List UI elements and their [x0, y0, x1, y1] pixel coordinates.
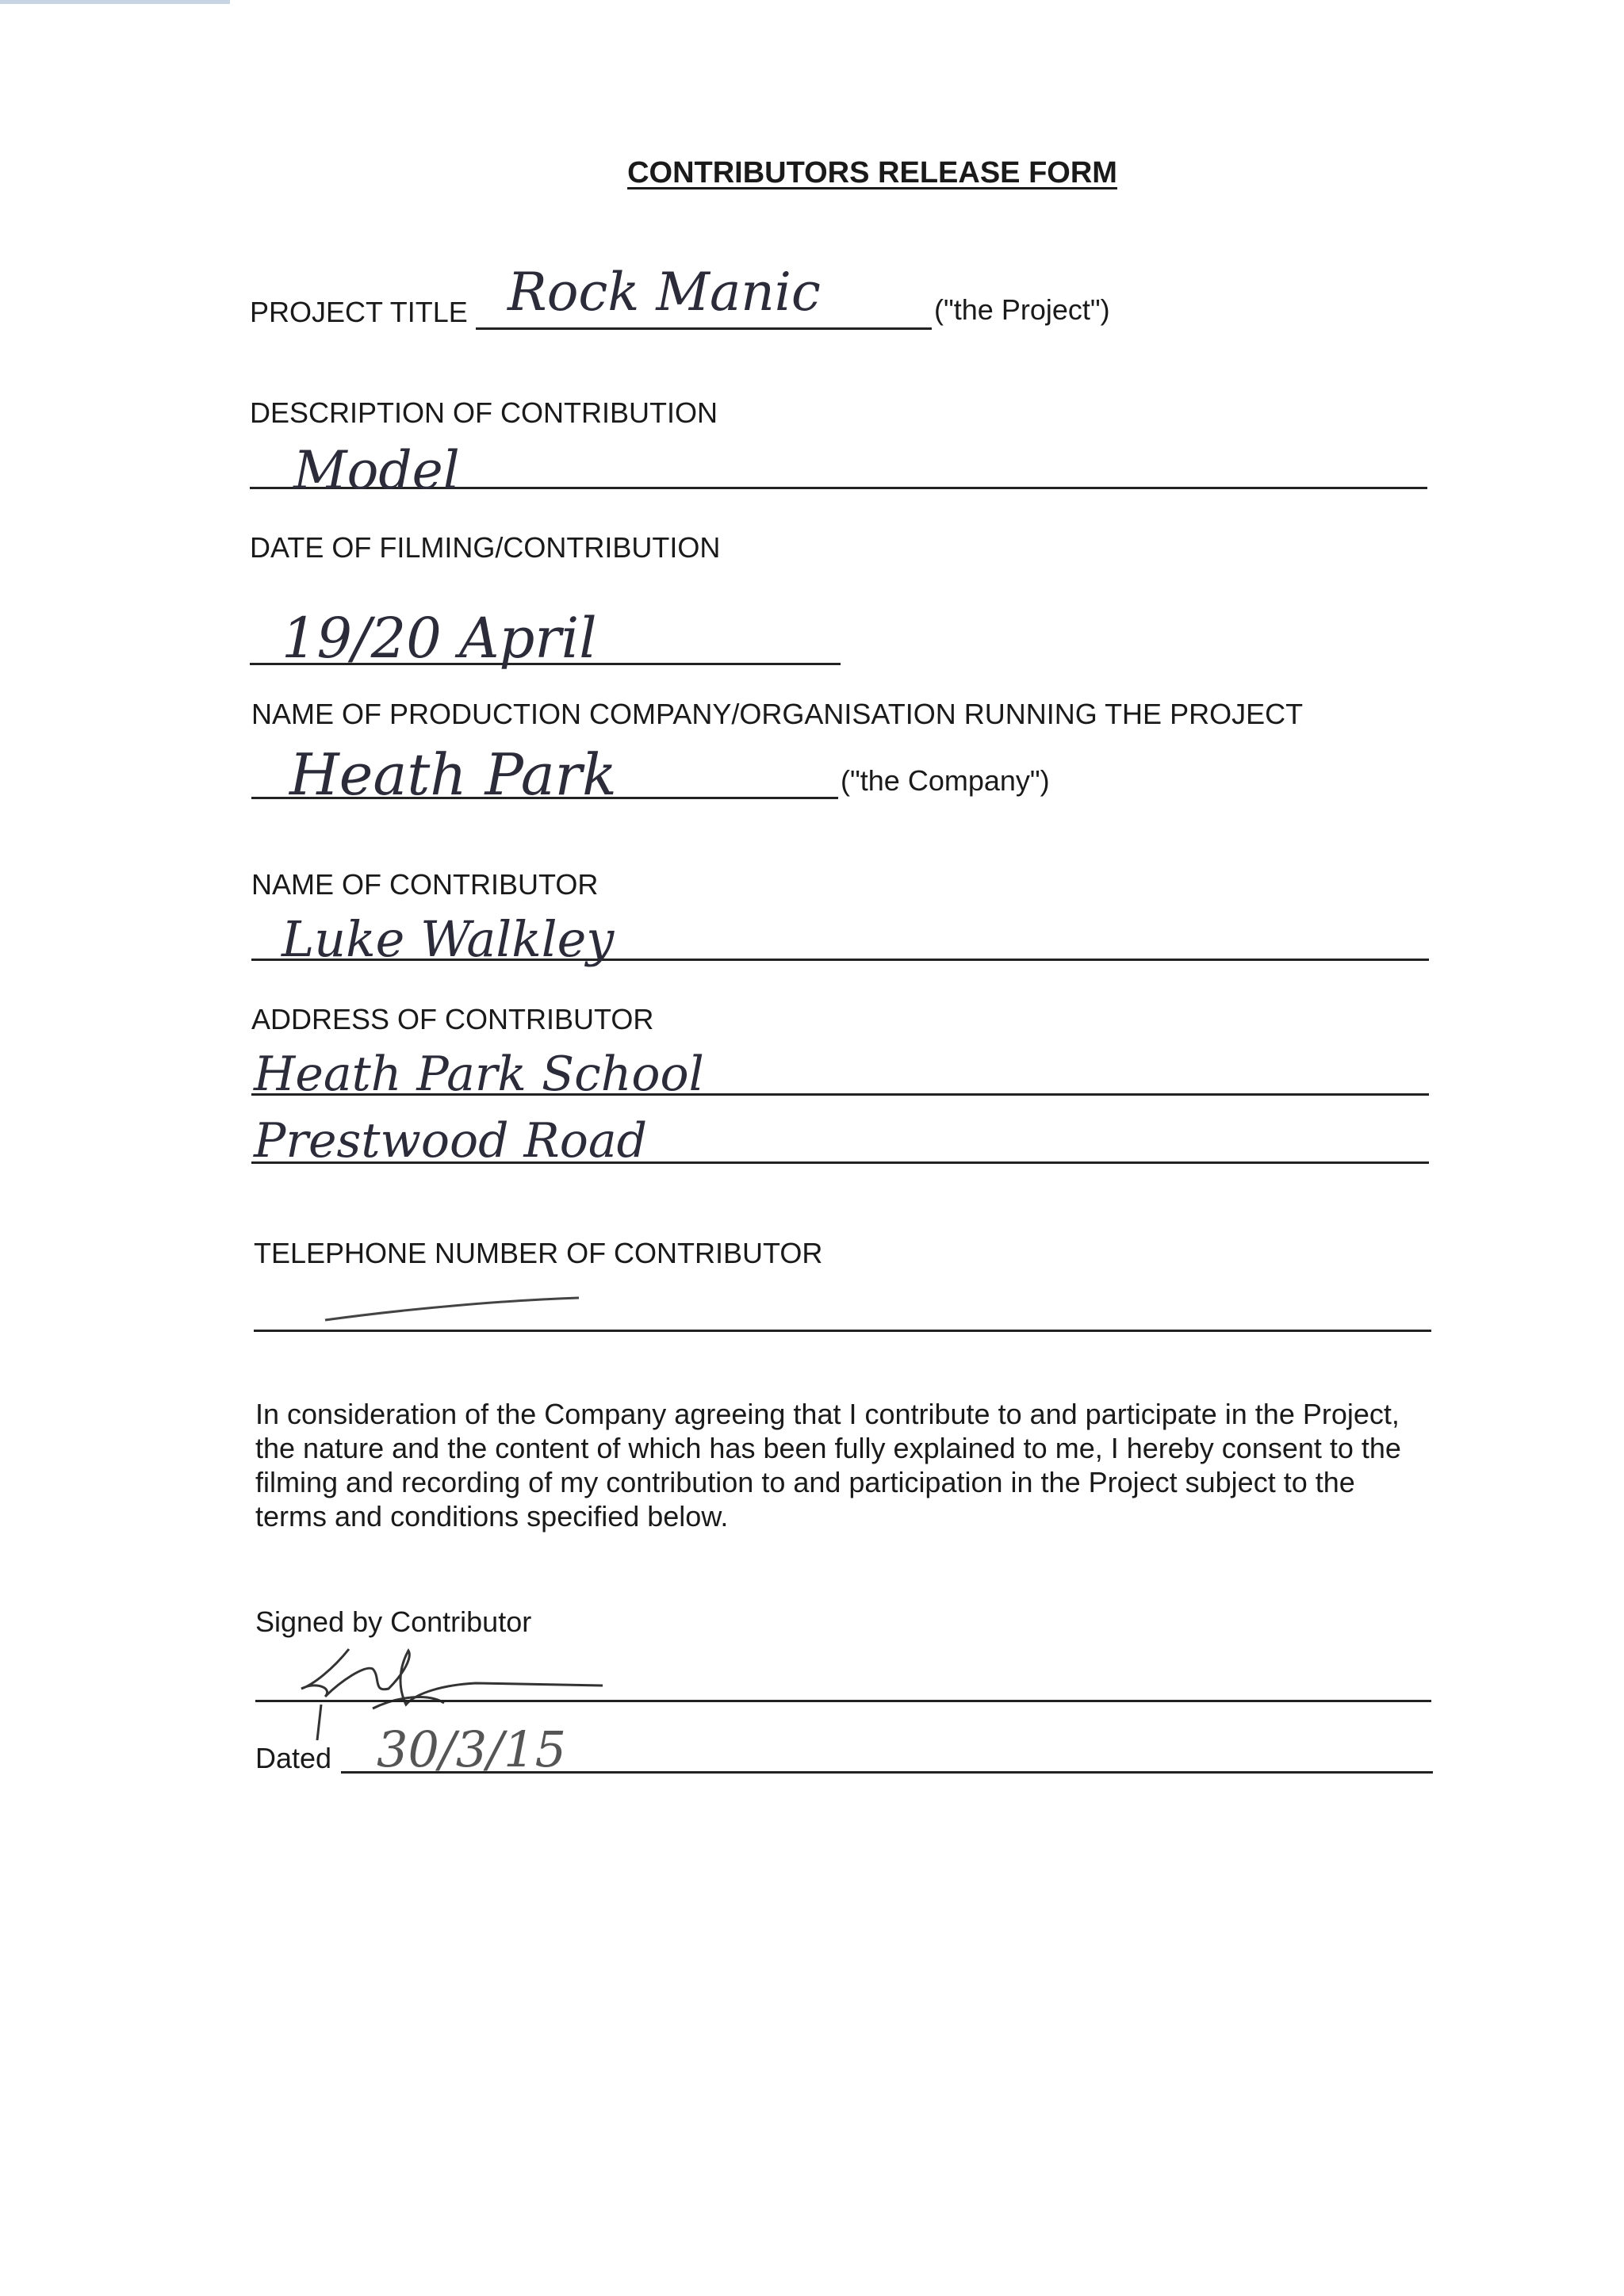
contributor-name-value: Luke Walkley: [282, 910, 615, 968]
dated-label: Dated: [255, 1742, 332, 1774]
description-label: DESCRIPTION OF CONTRIBUTION: [250, 396, 718, 429]
consent-line-1: In consideration of the Company agreeing that I contribute to and participate in the Project,: [255, 1398, 1400, 1430]
description-value: Model: [293, 440, 460, 501]
telephone-label: TELEPHONE NUMBER OF CONTRIBUTOR: [254, 1237, 823, 1269]
project-suffix: ("the Project"): [934, 293, 1110, 326]
consent-line-4: terms and conditions specified below.: [255, 1500, 729, 1533]
consent-line-3: filming and recording of my contribution to and participation in the Project subject to the: [255, 1466, 1355, 1498]
address-label: ADDRESS OF CONTRIBUTOR: [251, 1003, 654, 1035]
signature-line: [255, 1700, 1431, 1702]
address-value-1: Heath Park School: [254, 1047, 704, 1102]
date-label: DATE OF FILMING/CONTRIBUTION: [250, 531, 721, 564]
dated-value: 30/3/15: [377, 1720, 567, 1778]
project-title-label: PROJECT TITLE: [250, 296, 468, 328]
consent-line-2: the nature and the content of which has been fully explained to me, I hereby consent to the: [255, 1432, 1401, 1464]
company-suffix: ("the Company"): [841, 764, 1050, 797]
contributor-name-label: NAME OF CONTRIBUTOR: [251, 868, 599, 901]
company-label: NAME OF PRODUCTION COMPANY/ORGANISATION RUNNING THE PROJECT: [251, 698, 1304, 730]
form-title: CONTRIBUTORS RELEASE FORM: [627, 156, 1117, 189]
signed-label: Signed by Contributor: [255, 1605, 532, 1638]
project-title-value: Rock Manic: [508, 262, 821, 323]
date-value: 19/20 April: [282, 606, 597, 671]
address-value-2: Prestwood Road: [254, 1113, 648, 1169]
company-value: Heath Park: [289, 741, 617, 808]
